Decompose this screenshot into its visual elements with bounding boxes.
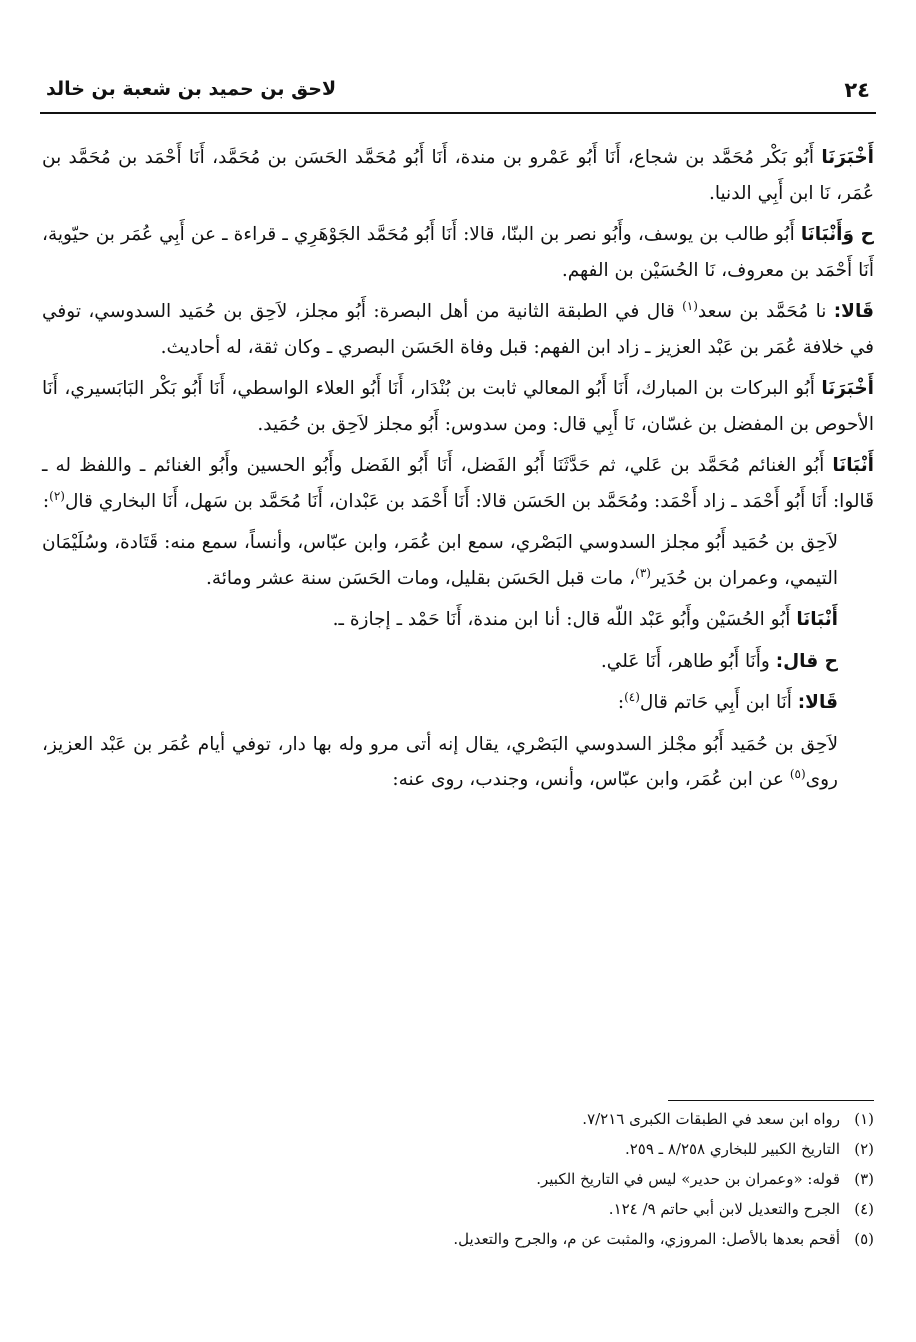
paragraph-keyword: أَخْبَرَنَا bbox=[821, 378, 874, 399]
footnote bbox=[42, 1104, 874, 1134]
footnote-text: الجرح والتعديل لابن أبي حاتم ٩/ ١٢٤. bbox=[608, 1200, 840, 1218]
paragraph-text: أَبُو الحُسَيْن وأَبُو عَبْد اللّه قال: أنا ابن مندة، أَنَا حَمْد ـ إجازة ـ. bbox=[332, 609, 797, 630]
paragraph-text: أَبُو بَكْر مُحَمَّد بن شجاع، أَنَا أَبُو عَمْرو بن مندة، أَنَا أَبُو مُحَمَّد الحَسَن بن مُحَمَّد، أَنَا أَحْمَد بن مُحَمَّد بن عُمَر، نَا ابن أَبِي الدنيا. bbox=[42, 147, 874, 204]
paragraph-keyword: ح قال: bbox=[775, 650, 838, 672]
paragraph bbox=[42, 644, 874, 680]
footnote-text: أقحم بعدها بالأصل: المروزي، والمثبت عن م، والجرح والتعديل. bbox=[453, 1230, 840, 1248]
footnote bbox=[42, 1134, 874, 1164]
footnote-ref[interactable]: (٣) bbox=[635, 565, 651, 580]
paragraph bbox=[42, 727, 874, 798]
paragraph bbox=[42, 448, 874, 519]
footnote-ref[interactable]: (٤) bbox=[624, 689, 640, 704]
footnote bbox=[42, 1164, 874, 1194]
paragraph-text: قال في الطبقة الثانية من أهل البصرة: أَبُو مجلز، لاَحِق بن حُمَيد السدوسي، توفي في خلافة عُمَر بن عَبْد العزيز ـ زاد ابن الفهم: قبل وفاة الحَسَن البصري ـ وكان ثقة، له أحاديث. bbox=[42, 301, 874, 358]
paragraph bbox=[42, 294, 874, 365]
footnote-separator bbox=[668, 1100, 874, 1101]
footnote-text: قوله: «وعمران بن حدير» ليس في التاريخ الكبير. bbox=[536, 1170, 840, 1188]
paragraph-text: أَنَا ابن أَبِي حَاتم قال bbox=[639, 692, 798, 713]
paragraph bbox=[42, 602, 874, 638]
paragraph bbox=[42, 525, 874, 596]
paragraph-text: أَبُو البركات بن المبارك، أَنَا أَبُو المعالي ثابت بن بُنْدَار، أَنَا أَبُو العلاء الواسطي، أَنَا أَبُو بَكْر البَابَسيري، أَنَا الأحوص بن المفضل بن غسّان، نَا أَبِي قال: ومن سدوس: أَبُو مجلز لاَحِق بن حُمَيد. bbox=[42, 378, 874, 435]
paragraph-keyword: أَنْبَانَا bbox=[796, 609, 838, 630]
footnote-number: (٤) bbox=[854, 1200, 874, 1218]
paragraph-keyword: ح وَأَنْبَانَا bbox=[800, 224, 875, 245]
footnote-ref[interactable]: (٢) bbox=[49, 488, 65, 503]
paragraph-text: : bbox=[42, 490, 50, 512]
page-header bbox=[40, 78, 876, 114]
footnote-ref[interactable]: (١) bbox=[682, 298, 698, 313]
footnote-number: (٣) bbox=[854, 1170, 874, 1188]
paragraph-text: ، مات قبل الحَسَن بقليل، ومات الحَسَن سنة عشر ومائة. bbox=[205, 567, 636, 589]
paragraph bbox=[42, 217, 874, 288]
paragraph-text: وأَنَا أَبُو طاهر، أَنَا عَلي. bbox=[600, 650, 776, 672]
paragraph-keyword: أَنْبَانَا bbox=[832, 455, 874, 476]
paragraph-text: أَبُو طالب بن يوسف، وأَبُو نصر بن البنّا، قالا: أَنَا أَبُو مُحَمَّد الجَوْهَرِي ـ قراءة ـ عن أَبِي عُمَر بن حيّوية، أَنَا أَحْمَد بن معروف، نَا الحُسَيْن بن الفهم. bbox=[42, 224, 874, 281]
paragraph-keyword: قَالا: bbox=[833, 301, 874, 322]
paragraph bbox=[42, 140, 874, 211]
footnote bbox=[42, 1224, 874, 1254]
footnote bbox=[42, 1194, 874, 1224]
footnotes bbox=[42, 1104, 874, 1254]
paragraph-text: أَبُو الغنائم مُحَمَّد بن عَلي، ثم حَدَّثَنَا أَبُو الفَضل، أَنَا أَبُو الفَضل وأَبُو الحسين وأَبُو الغنائم ـ واللفظ له ـ قَالوا: أَنَا أَبُو أَحْمَد ـ زاد أَحْمَد: ومُحَمَّد بن الحَسَن قالا: أَنَا أَحْمَد بن عَبْدان، أَنَا مُحَمَّد بن سَهل، أَنَا البخاري قال bbox=[42, 455, 874, 512]
footnote-text: رواه ابن سعد في الطبقات الكبرى ٧/٢١٦. bbox=[582, 1110, 840, 1128]
paragraph-text: لاَحِق بن حُمَيد أَبُو مجلز السدوسي البَصْري، سمع ابن عُمَر، وابن عبّاس، وأنساً، سمع منه: قَتَادة، وسُلَيْمَان التيمي، وعمران بن حُدَير bbox=[42, 532, 838, 589]
paragraph-text: لاَحِق بن حُمَيد أَبُو مجْلز السدوسي البَصْري، يقال إنه أتى مرو وله بها دار، توفي أيام عُمَر بن عَبْد العزيز، روى bbox=[42, 733, 838, 790]
paragraph-text: نا مُحَمَّد بن سعد bbox=[697, 301, 834, 322]
footnote-number: (١) bbox=[854, 1110, 874, 1128]
paragraph-text: عن ابن عُمَر، وابن عبّاس، وأنس، وجندب، روى عنه: bbox=[392, 769, 790, 790]
page-number: ٢٤ bbox=[844, 78, 870, 102]
paragraph-keyword: أَخْبَرَنَا bbox=[821, 147, 874, 168]
footnote-ref[interactable]: (٥) bbox=[789, 766, 806, 781]
footnote-number: (٢) bbox=[854, 1140, 874, 1158]
paragraph-keyword: قَالا: bbox=[797, 692, 838, 713]
main-text bbox=[42, 140, 874, 804]
paragraph bbox=[42, 371, 874, 442]
footnote-text: التاريخ الكبير للبخاري ٨/٢٥٨ ـ ٢٥٩. bbox=[624, 1140, 840, 1158]
footnote-number: (٥) bbox=[854, 1230, 874, 1248]
running-title: لاحق بن حميد بن شعبة بن خالد bbox=[46, 78, 337, 100]
paragraph bbox=[42, 685, 874, 721]
paragraph-text: : bbox=[617, 692, 625, 713]
